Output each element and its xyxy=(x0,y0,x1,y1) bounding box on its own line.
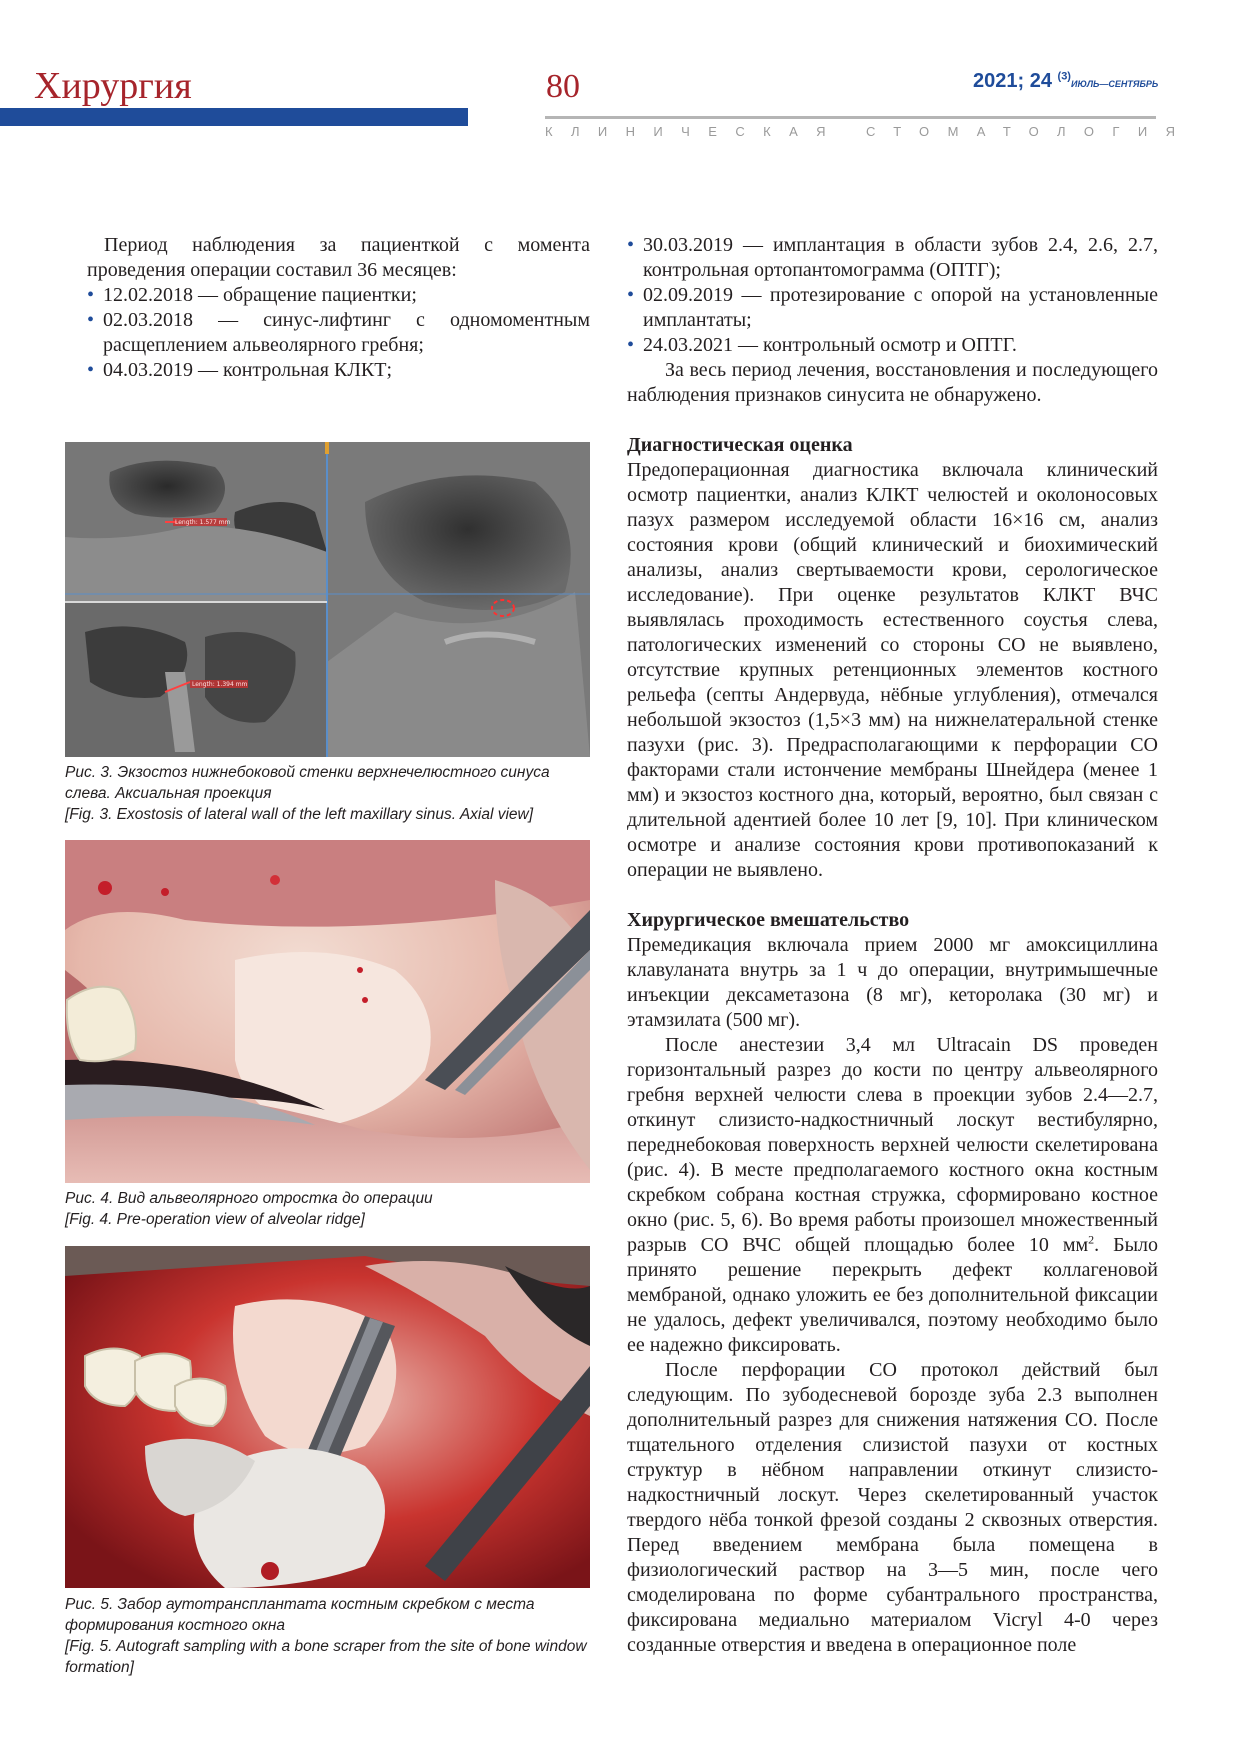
figure-4-photo xyxy=(65,840,590,1183)
list-item xyxy=(87,283,590,308)
list-item xyxy=(627,333,1158,358)
list-item xyxy=(87,358,590,383)
paragraph: После перфорации СО протокол действий был следующим. По зубодесневой борозде зуба 2.3 выполнен дополнительный разрез для снижения натяжения СО. После тщательного отделения слизистой пазухи от костных структур в нёбном направлении откинут слизисто-надкостничный лоскут. Через скелетированный участок твердого нёба тонкой фрезой созданы 2 сквозных отверстия. Перед введением мембрана была помещена в физиологический раствор на 3—5 мин, после чего смоделирована по форме субантрального пространства, фиксирована медиально материалом Vicryl 4-0 через созданные отверстия и введена в операционное поле xyxy=(627,1359,1158,1656)
intro-paragraph: Период наблюдения за пациенткой с момента проведения операции составил 36 месяцев: xyxy=(87,234,590,281)
bullet-icon: • xyxy=(627,284,635,306)
figure-5-caption-en: [Fig. 5. Autograft sampling with a bone scraper from the site of bone window formation] xyxy=(65,1638,587,1676)
figure-4-caption xyxy=(65,1188,595,1230)
paragraph: Предоперационная диагностика включала клинический осмотр пациентки, анализ КЛКТ челюстей и околоносовых пазух размером исследуемой области 16×16 см, анализ состояния крови (общий клинический и биохимический анализы, анализ свертываемости крови, серологическое исследование). При оценке результатов КЛКТ ВЧС выявлялась проходимость естественного соустья слева, патологических изменений со стороны СО не выявлено, отсутствие крупных ретенционных элементов костного рельефа (септы Андервуда, нёбные углубления), отмечался небольшой экзостоз (1,5×3 мм) на нижнелатеральной стенке пазухи (рис. 3). Предрасполагающими к перфорации СО факторами стали истончение мембраны Шнейдера (менее 1 мм) и экзостоз костного дна, который, вероятно, был связан с длительной адентией более 10 лет [9, 10]. При клиническом осмотре и анализе состояния крови противопоказаний к операции не выявлено. xyxy=(627,459,1158,881)
issue-year-volume: 2021; 24 xyxy=(973,70,1052,92)
section-heading-surgery: Хирургическое вмешательство xyxy=(627,909,910,931)
figure-3-cbct-image xyxy=(65,442,590,757)
list-item-text: 02.03.2018 — синус-лифтинг с одномоментным расщеплением альвеолярного гребня; xyxy=(103,309,590,356)
paragraph: За весь период лечения, восстановления и последующего наблюдения признаков синусита не обнаружено. xyxy=(627,359,1158,406)
bullet-icon: • xyxy=(627,334,635,356)
list-item xyxy=(627,233,1158,283)
bone-scraper-photo-graphic xyxy=(65,1246,590,1588)
superscript: 2 xyxy=(1088,1232,1095,1247)
section-heading-diagnostic: Диагностическая оценка xyxy=(627,434,853,456)
left-column-text xyxy=(87,233,590,383)
page-number: 80 xyxy=(546,68,580,105)
measurement-label-2: Length: 1.394 mm xyxy=(192,681,248,688)
issue-months: ИЮЛЬ—СЕНТЯБРЬ xyxy=(1070,79,1159,89)
figure-5-caption-ru: Рис. 5. Забор аутотрансплантата костным скребком с места формирования костного окна xyxy=(65,1596,535,1634)
issue-info xyxy=(973,70,1158,93)
bullet-icon: • xyxy=(87,309,95,331)
bullet-icon: • xyxy=(87,359,95,381)
section-title: Хирургия xyxy=(34,65,192,107)
cbct-scan-graphic xyxy=(65,442,590,757)
figure-5-photo xyxy=(65,1246,590,1588)
figure-4-caption-ru: Рис. 4. Вид альвеолярного отростка до операции xyxy=(65,1190,433,1207)
figure-3-caption-ru: Рис. 3. Экзостоз нижнебоковой стенки верхнечелюстного синуса слева. Аксиальная проекция xyxy=(65,764,550,802)
list-item xyxy=(627,283,1158,333)
list-item-text: 24.03.2021 — контрольный осмотр и ОПТГ. xyxy=(643,334,1017,356)
figure-3-caption-en: [Fig. 3. Exostosis of lateral wall of the left maxillary sinus. Axial view] xyxy=(65,806,534,823)
list-item-text: 30.03.2019 — имплантация в области зубов 2.4, 2.6, 2.7, контрольная ортопантомограмма (ОПТГ); xyxy=(643,234,1158,281)
bullet-icon: • xyxy=(627,234,635,256)
paragraph-text: . Было принято решение перекрыть дефект коллагеновой мембраной, однако уложить ее без дополнительной фиксации не удалось, дефект увеличивался, поэтому необходимо было ее надежно фиксировать. xyxy=(627,1234,1158,1356)
figure-5-caption xyxy=(65,1594,595,1678)
measurement-label-1: Length: 1.577 mm xyxy=(175,519,231,526)
paragraph xyxy=(627,1033,1158,1358)
figure-4-caption-en: [Fig. 4. Pre-operation view of alveolar ridge] xyxy=(65,1211,365,1228)
header-rule xyxy=(545,116,1156,119)
right-column-text xyxy=(627,233,1158,1658)
list-item xyxy=(87,308,590,358)
figure-3-caption xyxy=(65,762,595,825)
list-item-text: 02.09.2019 — протезирование с опорой на установленные имплантаты; xyxy=(643,284,1158,331)
paragraph-text: После анестезии 3,4 мл Ultracain DS проведен горизонтальный разрез до кости по центру альвеолярного гребня верхней челюсти слева в проекции зубов 2.4—2.7, откинут слизисто-надкостничный лоскут вестибулярно, переднебоковая поверхность верхней челюсти скелетирована (рис. 4). В месте предполагаемого костного окна костным скребком собрана костная стружка, сформировано костное окно (рис. 5, 6). Во время работы произошел множественный разрыв СО ВЧС общей площадью более 10 мм xyxy=(627,1034,1158,1256)
paragraph: Премедикация включала прием 2000 мг амоксициллина клавуланата внутрь за 1 ч до операции, внутримышечные инъекции дексаметазона (8 мг), кеторолака (30 мг) и этамзилата (500 мг). xyxy=(627,934,1158,1031)
journal-name: КЛИНИЧЕСКАЯ СТОМАТОЛОГИЯ xyxy=(545,124,1194,139)
alveolar-ridge-photo-graphic xyxy=(65,840,590,1183)
list-item-text: 12.02.2018 — обращение пациентки; xyxy=(103,284,417,306)
bullet-icon: • xyxy=(87,284,95,306)
list-item-text: 04.03.2019 — контрольная КЛКТ; xyxy=(103,359,393,381)
section-color-bar xyxy=(0,108,468,126)
issue-number: (3) xyxy=(1057,70,1071,83)
